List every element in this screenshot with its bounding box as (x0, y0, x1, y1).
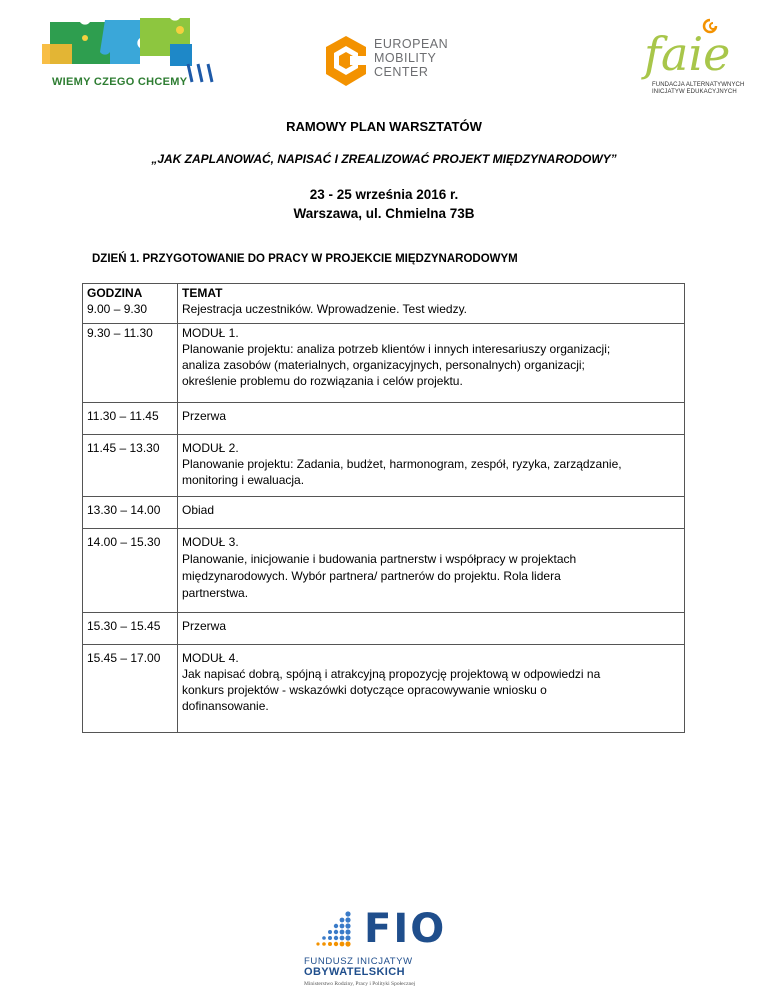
time-cell: 11.45 – 13.30 (83, 435, 178, 497)
topic-cell (178, 645, 685, 733)
topic-line: dofinansowanie. (182, 699, 269, 713)
topic-cell (178, 324, 685, 403)
table-row (83, 497, 685, 529)
document-title: RAMOWY PLAN WARSZTATÓW (286, 119, 482, 134)
wiemy-czego-chcemy-logo (30, 14, 220, 94)
time-cell: 15.45 – 17.00 (83, 645, 178, 733)
puzzle-logo-caption: WIEMY CZEGO CHCEMY (52, 76, 188, 88)
topic-line: MODUŁ 1. (182, 326, 239, 340)
topic-line: Jak napisać dobrą, spójną i atrakcyjną propozycję projektową w odpowiedzi na (182, 667, 601, 681)
topic-line: międzynarodowych. Wybór partnera/ partnerów do projektu. Rola lidera (182, 569, 561, 583)
fio-line-2: OBYWATELSKICH (304, 966, 405, 978)
time-cell: 11.30 – 11.45 (83, 403, 178, 435)
topic-line: Rejestracja uczestników. Wprowadzenie. Test wiedzy. (182, 302, 468, 316)
topic-cell (178, 284, 685, 324)
schedule-table (82, 283, 685, 733)
topic-cell (178, 529, 685, 613)
emc-line-2: MOBILITY (374, 51, 437, 65)
emc-line-1: EUROPEAN (374, 37, 449, 51)
faie-sub-line-1: FUNDACJA ALTERNATYWNYCH (652, 82, 745, 88)
time-value: 9.00 – 9.30 (87, 302, 148, 316)
table-row (83, 284, 685, 324)
time-cell (83, 284, 178, 324)
time-cell: 15.30 – 15.45 (83, 613, 178, 645)
table-row (83, 613, 685, 645)
fio-logo (302, 908, 472, 988)
topic-line: MODUŁ 3. (182, 535, 239, 549)
topic-line: MODUŁ 2. (182, 441, 239, 455)
column-header-time: GODZINA (87, 286, 143, 300)
topic-line: partnerstwa. (182, 586, 249, 600)
time-cell: 13.30 – 14.00 (83, 497, 178, 529)
topic-line: określenie problemu do rozwiązania i celów projektu. (182, 374, 463, 388)
topic-cell: Obiad (178, 497, 685, 529)
topic-line: Planowanie projektu: analiza potrzeb klientów i innych interesariuszy organizacji; (182, 342, 611, 356)
workshop-subtitle: „JAK ZAPLANOWAĆ, NAPISAĆ I ZREALIZOWAĆ PROJEKT MIĘDZYNARODOWY” (151, 152, 617, 166)
topic-line: konkurs projektów - wskazówki dotyczące opracowywanie wniosku o (182, 683, 547, 697)
workshop-date: 23 - 25 września 2016 r. (309, 187, 459, 202)
faie-logo-name: faie (644, 27, 731, 81)
topic-cell: Przerwa (178, 613, 685, 645)
topic-line: monitoring i ewaluacja. (182, 473, 305, 487)
table-row (83, 645, 685, 733)
table-row (83, 403, 685, 435)
faie-wordmark (636, 18, 756, 82)
topic-cell: Przerwa (178, 403, 685, 435)
faie-sub-line-2: INICJATYW EDUKACYJNYCH (652, 89, 737, 95)
emc-line-3: CENTER (374, 65, 429, 79)
logo-header (0, 14, 768, 104)
fio-logo-name: FIO (364, 906, 447, 952)
topic-cell (178, 435, 685, 497)
topic-line: Planowanie, inicjowanie i budowania partnerstw i współpracy w projektach (182, 552, 577, 566)
table-row (83, 324, 685, 403)
day-heading: DZIEŃ 1. PRZYGOTOWANIE DO PRACY W PROJEKCIE MIĘDZYNARODOWYM (92, 253, 518, 265)
emc-logo-text (374, 37, 448, 79)
fio-line-1: FUNDUSZ INICJATYW (304, 956, 413, 967)
european-mobility-center-logo (322, 34, 462, 94)
dot-grid-icon (302, 908, 362, 954)
topic-line: Planowanie projektu: Zadania, budżet, harmonogram, zespół, ryzyka, zarządzanie, (182, 457, 622, 471)
column-header-topic: TEMAT (182, 286, 223, 300)
faie-logo (636, 18, 756, 108)
hexagon-c-icon (322, 34, 370, 90)
workshop-place: Warszawa, ul. Chmielna 73B (293, 206, 475, 221)
topic-line: analiza zasobów (materialnych, organizacyjnych, personalnych) organizacji; (182, 358, 585, 372)
table-row (83, 435, 685, 497)
topic-line: MODUŁ 4. (182, 651, 239, 665)
fio-line-3: Ministerstwo Rodziny, Pracy i Polityki Społecznej (304, 981, 416, 987)
time-cell: 9.30 – 11.30 (83, 324, 178, 403)
time-cell: 14.00 – 15.30 (83, 529, 178, 613)
table-row (83, 529, 685, 613)
faie-subtitle (652, 82, 744, 96)
